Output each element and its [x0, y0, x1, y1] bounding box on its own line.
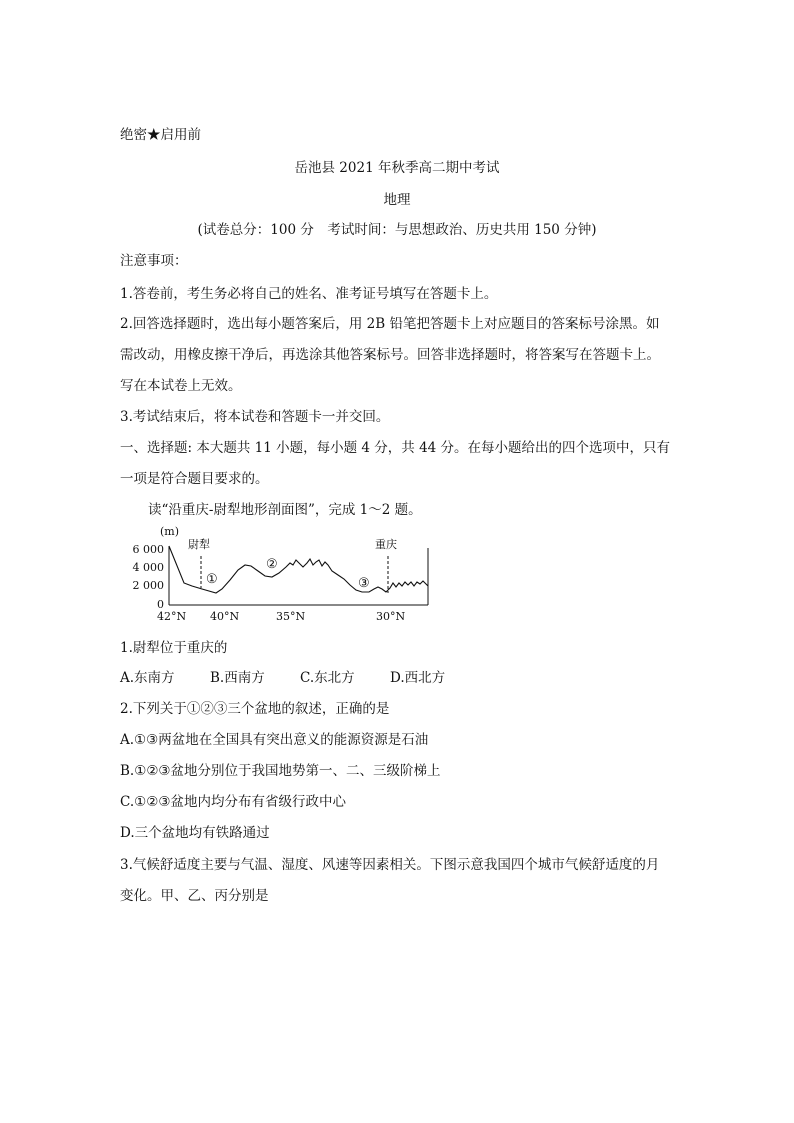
x-tick-30n: 30°N	[376, 610, 406, 623]
y-tick-0: 0	[157, 598, 164, 611]
note-item-1: 1.答卷前，考生务必将自己的姓名、准考证号填写在答题卡上。	[120, 286, 498, 302]
basin-marker-2: ②	[266, 557, 278, 572]
q3-stem-line-2: 变化。甲、乙、丙分别是	[120, 888, 269, 904]
notes-title: 注意事项：	[120, 253, 188, 269]
q2-stem: 2.下列关于①②③三个盆地的叙述，正确的是	[120, 701, 390, 717]
secret-mark: 绝密★启用前	[120, 127, 201, 143]
q2-option-c: C.①②③盆地内均分布有省级行政中心	[120, 794, 346, 810]
y-axis-unit: (m)	[160, 525, 180, 538]
note-item-2-line-2: 需改动，用橡皮擦干净后，再选涂其他答案标号。回答非选择题时，将答案写在答题卡上。	[120, 347, 660, 363]
q2-option-b: B.①②③盆地分别位于我国地势第一、二、三级阶梯上	[120, 763, 441, 779]
q3-stem-line-1: 3.气候舒适度主要与气温、湿度、风速等因素相关。下图示意我国四个城市气候舒适度的月	[120, 857, 660, 873]
q2-option-d: D.三个盆地均有铁路通过	[120, 825, 270, 841]
q1-option-c: C.东北方	[300, 670, 355, 686]
q1-stem: 1.尉犁位于重庆的	[120, 640, 228, 656]
note-item-2-line-1: 2.回答选择题时，选出每小题答案后，用 2B 铅笔把答题卡上对应题目的答案标号涂黑。如	[120, 316, 660, 332]
q1-option-a: A.东南方	[120, 670, 175, 686]
subject-title: 地理	[383, 192, 411, 208]
exam-title: 岳池县 2021 年秋季高二期中考试	[294, 160, 500, 176]
terrain-profile-figure	[132, 522, 442, 626]
exam-info: (试卷总分：100 分 考试时间：与思想政治、历史共用 150 分钟)	[197, 222, 597, 238]
note-item-3: 3.考试结束后，将本试卷和答题卡一并交回。	[120, 409, 390, 425]
q2-option-a: A.①③两盆地在全国具有突出意义的能源资源是石油	[120, 732, 429, 748]
x-tick-42n: 42°N	[157, 610, 187, 623]
figure-intro: 读“沿重庆-尉犁地形剖面图”，完成 1～2 题。	[148, 502, 422, 518]
x-tick-40n: 40°N	[210, 610, 240, 623]
note-item-2-line-3: 写在本试卷上无效。	[120, 378, 242, 394]
city-label-chongqing: 重庆	[375, 538, 397, 551]
section-1-line-2: 一项是符合题目要求的。	[120, 471, 269, 487]
q1-option-b: B.西南方	[210, 670, 265, 686]
basin-marker-1: ①	[206, 572, 218, 587]
y-tick-6000: 6 000	[132, 543, 164, 556]
basin-marker-3: ③	[358, 576, 370, 591]
x-tick-35n: 35°N	[276, 610, 306, 623]
y-tick-2000: 2 000	[132, 579, 164, 592]
section-1-line-1: 一、选择题: 本大题共 11 小题，每小题 4 分，共 44 分。在每小题给出的四个选项中，只有	[120, 440, 671, 456]
y-tick-4000: 4 000	[132, 561, 164, 574]
q1-option-d: D.西北方	[390, 670, 446, 686]
city-label-weili: 尉犁	[188, 538, 210, 551]
